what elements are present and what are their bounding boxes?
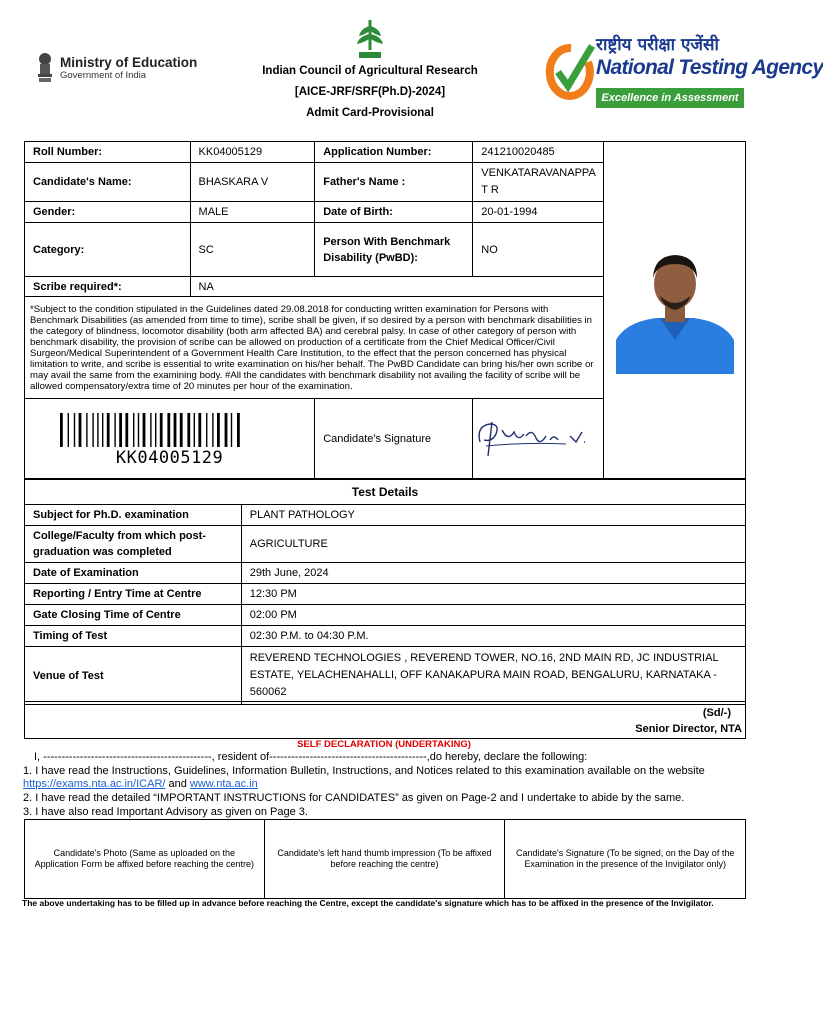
roll-number-value: KK04005129 (190, 142, 315, 163)
declaration-line-1: 1. I have read the Instructions, Guidelines, Information Bulletin, Instructions, and Notices related to this examination available on the website (23, 765, 705, 777)
barcode-bar (198, 413, 201, 447)
nta-tagline: Excellence in Assessment (596, 88, 744, 108)
scribe-value: NA (190, 277, 604, 297)
barcode-bar (230, 413, 231, 447)
barcode-bar (206, 413, 207, 447)
declaration-line-0: I, ----------------------------------------------, resident of-------------------------------------------,do hereby, declare the following: (34, 751, 588, 763)
pwbd-value: NO (473, 223, 604, 277)
barcode-bar (67, 413, 68, 447)
barcode-bar (150, 413, 151, 447)
nta-hindi-name: राष्ट्रीय परीक्षा एजेंसी (596, 35, 719, 55)
test-row-label: Gate Closing Time of Centre (25, 605, 242, 626)
undertaking-boxes (24, 819, 746, 899)
barcode-bar (78, 413, 81, 447)
application-number-value: 241210020485 (473, 142, 604, 163)
dob-label: Date of Birth: (315, 202, 473, 223)
ministry-of-education-logo (34, 52, 197, 84)
barcode-bar (125, 413, 128, 447)
pwbd-label: Person With Benchmark Disability (PwBD): (315, 223, 473, 277)
self-declaration-heading: SELF DECLARATION (UNDERTAKING) (297, 739, 471, 750)
nta-logo (548, 30, 823, 112)
barcode-bar (86, 413, 87, 447)
signoff-sd: (Sd/-) (702, 707, 731, 719)
signoff-box (24, 701, 746, 739)
category-label: Category: (25, 223, 191, 277)
test-details-table (24, 479, 746, 705)
application-number-label: Application Number: (315, 142, 473, 163)
barcode-bar (187, 413, 190, 447)
barcode-bar (212, 413, 213, 447)
barcode-bar (179, 413, 182, 447)
scribe-label: Scribe required*: (25, 277, 191, 297)
test-row-value: PLANT PATHOLOGY (241, 505, 745, 526)
candidate-signature-image (466, 412, 596, 462)
signature-label: Candidate's Signature (315, 399, 473, 479)
exam-title: [AICE-JRF/SRF(Ph.D)-2024] (294, 86, 446, 98)
test-row-label: Venue of Test (25, 647, 242, 705)
barcode-bar (173, 413, 176, 447)
photo-affix-box: Candidate's Photo (Same as uploaded on the Application Form be affixed before reaching the centre) (25, 820, 265, 899)
gender-value: MALE (190, 202, 315, 223)
test-row-value: 29th June, 2024 (241, 563, 745, 584)
test-row-value: AGRICULTURE (241, 526, 745, 563)
barcode-bar (60, 413, 63, 447)
signoff-title: Senior Director, NTA (635, 723, 742, 735)
barcode-bar (155, 413, 156, 447)
nta-tick-icon (548, 42, 594, 104)
barcode-text: KK04005129 (115, 448, 224, 468)
nta-link[interactable]: www.nta.ac.in (189, 778, 258, 790)
admit-card-header (0, 0, 823, 140)
barcode-bar (97, 413, 98, 447)
candidate-details-table (24, 141, 746, 479)
declaration-links (23, 778, 258, 790)
test-row-label: Timing of Test (25, 626, 242, 647)
signature-box: Candidate's Signature (To be signed, on the Day of the Examination in the presence of the Invigilator only) (505, 820, 746, 899)
barcode-bar (106, 413, 109, 447)
thumb-impression-box: Candidate's left hand thumb impression (To be affixed before reaching the centre) (264, 820, 505, 899)
test-row-label: College/Faculty from which post-graduation was completed (25, 526, 242, 563)
barcode-bar (73, 413, 74, 447)
barcode-bar (224, 413, 227, 447)
test-details-title: Test Details (25, 480, 746, 505)
declaration-line-2: 2. I have read the detailed “IMPORTANT INSTRUCTIONS for CANDIDATES” as given on Page-2 and I undertake to abide by the same. (23, 792, 685, 804)
candidate-photo (616, 244, 734, 374)
test-row-label: Subject for Ph.D. examination (25, 505, 242, 526)
icar-exam-link[interactable]: https://exams.nta.ac.in/ICAR/ (23, 778, 166, 790)
candidate-photo-cell (604, 142, 746, 479)
barcode-bar (159, 413, 162, 447)
barcode-bar (92, 413, 93, 447)
undertaking-footer: The above undertaking has to be filled up in advance before reaching the Centre, except the candidate's signature which has to be affixed in the presence of the Invigilator. (22, 898, 714, 908)
barcode-bar (137, 413, 138, 447)
and-text: and (165, 778, 190, 790)
barcode-bar (217, 413, 220, 447)
barcode-bar (114, 413, 115, 447)
national-emblem-icon (34, 52, 56, 84)
moe-title: Ministry of Education (60, 54, 198, 70)
venue-value: REVEREND TECHNOLOGIES , REVEREND TOWER, NO.16, 2ND MAIN RD, JC INDUSTRIAL ESTATE, YELACHENAHALLI, OFF KANAKAPURA MAIN ROAD, BENGALURU, KARNATAKA - 560062 (241, 647, 745, 705)
barcode-bar (142, 413, 145, 447)
declaration-line-3: 3. I have also read Important Advisory as given on Page 3. (23, 806, 308, 818)
icar-logo-icon (347, 16, 393, 62)
barcode-bar (119, 413, 122, 447)
test-row-label: Reporting / Entry Time at Centre (25, 584, 242, 605)
gender-label: Gender: (25, 202, 191, 223)
category-value: SC (190, 223, 315, 277)
scribe-note: *Subject to the condition stipulated in the Guidelines dated 29.08.2018 for conducting written examination for Persons with Benchmark Disabilities (as amended from time to time), scribe shall be given, if so desired by a person with benchmark disabilities in the category of blindness, locomotor disability (both arm affected BA) and cerebral palsy. In case of other category of person with benchmark disability, the provision of scribe can be allowed on production of a certificate from the Chief Medical Officer/Civil Surgeon/Medical Superintendent of a Government Health Care Institution, to the effect that the person concerned has physical limitation to write, and scribe is essential to write examination on his/her behalf. The PwBD Candidate can bring his/her own scribe or may avail the same from the examining body. #All the candidates with benchmark disability not availing the facility of scribe will be allowed compensatory/extra time of 20 minutes per hour of the examination. (25, 297, 604, 399)
father-name-label: Father's Name : (315, 163, 473, 202)
barcode-bar (237, 413, 240, 447)
nta-english-name: National Testing Agency (596, 56, 823, 79)
test-row-value: 02:30 P.M. to 04:30 P.M. (241, 626, 745, 647)
test-row-value: 02:00 PM (241, 605, 745, 626)
moe-subtitle: Government of India (60, 69, 147, 81)
test-row-value: 12:30 PM (241, 584, 745, 605)
roll-number-label: Roll Number: (25, 142, 191, 163)
dob-value: 20-01-1994 (473, 202, 604, 223)
barcode-bar (167, 413, 170, 447)
icar-title: Indian Council of Agricultural Research (262, 65, 478, 77)
test-row-label: Date of Examination (25, 563, 242, 584)
barcode-bar (133, 413, 134, 447)
barcode-cell (25, 399, 315, 479)
candidate-name-value: BHASKARA V (190, 163, 315, 202)
roll-barcode (60, 413, 280, 447)
admit-card-title: Admit Card-Provisional (306, 107, 434, 119)
candidate-name-label: Candidate's Name: (25, 163, 191, 202)
barcode-bar (102, 413, 103, 447)
father-name-value: VENKATARAVANAPPA T R (473, 163, 604, 202)
barcode-bar (193, 413, 194, 447)
